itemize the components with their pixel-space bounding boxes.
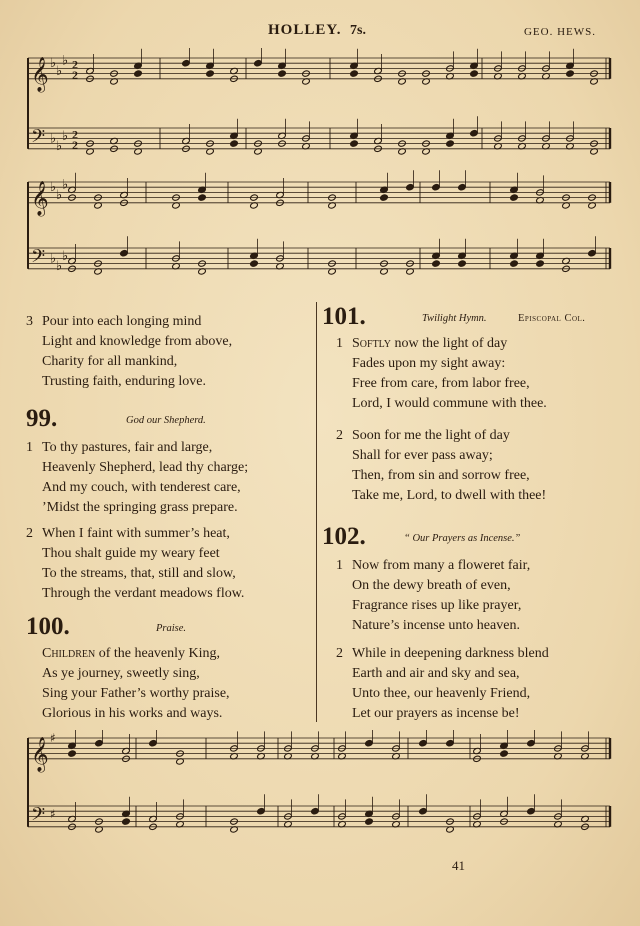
flat-icon: ♭ xyxy=(62,248,69,264)
hymn-102 xyxy=(322,523,622,721)
page-number: 41 xyxy=(452,858,465,873)
note-head xyxy=(206,70,215,77)
lyric-line: Sing your Father’s worthy praise, xyxy=(42,686,230,701)
time-signature: 2 xyxy=(72,67,78,82)
hymn-number: 101. xyxy=(322,303,366,330)
music-staff-system xyxy=(0,170,640,290)
note-head xyxy=(278,70,287,77)
lyric-line: Pour into each longing mind xyxy=(42,314,202,329)
hymn-subtitle: God our Shepherd. xyxy=(126,415,206,426)
music-system-2 xyxy=(0,170,640,290)
note-head xyxy=(432,260,441,267)
note-head xyxy=(134,70,143,77)
note-head xyxy=(230,140,239,147)
lyric-line: Fragrance rises up like prayer, xyxy=(352,598,522,613)
note-head xyxy=(365,818,374,825)
lyric-line: ’Midst the springing grass prepare. xyxy=(42,500,238,515)
lyric-first-word: Softly xyxy=(352,336,392,351)
verse-number: 1 xyxy=(336,336,343,351)
flat-icon: ♭ xyxy=(50,131,57,147)
note-head xyxy=(446,140,455,147)
note-head xyxy=(182,60,191,67)
lyric-line: Free from care, from labor free, xyxy=(352,376,530,391)
lyric-line: And my couch, with tenderest care, xyxy=(42,480,241,495)
lyric-line: Now from many a floweret fair, xyxy=(352,558,531,573)
note-head xyxy=(566,70,575,77)
note-head xyxy=(250,260,259,267)
bass-clef-icon: 𝄢 xyxy=(31,246,46,272)
lyric-line: Earth and air and sky and sea, xyxy=(352,666,520,681)
note-head xyxy=(365,740,374,747)
lyric-first-word: Children xyxy=(42,646,96,661)
note-head xyxy=(419,740,428,747)
verse-number: 1 xyxy=(336,558,343,573)
hymn-subtitle: “ Our Prayers as Incense.” xyxy=(404,533,521,544)
note-head xyxy=(470,70,479,77)
lyric-line: Let our prayers as incense be! xyxy=(352,706,520,721)
verse-number: 2 xyxy=(336,646,343,661)
hymn-subtitle: Praise. xyxy=(156,623,187,634)
time-signature: 2 xyxy=(72,137,78,152)
meter: 7s. xyxy=(350,23,366,38)
sharp-icon: ♯ xyxy=(50,806,56,821)
verse-number: 3 xyxy=(26,314,33,329)
tune-name: HOLLEY. xyxy=(268,22,342,38)
lyric-line: Soon for me the light of day xyxy=(352,428,510,443)
bass-clef-icon: 𝄢 xyxy=(31,126,46,152)
note-head xyxy=(350,140,359,147)
flat-icon: ♭ xyxy=(56,188,63,203)
note-head xyxy=(510,260,519,267)
hymn-number: 102. xyxy=(322,523,366,550)
lyric-line: Thou shalt guide my weary feet xyxy=(42,546,220,561)
lyric-line: Heavenly Shepherd, lead thy charge; xyxy=(42,460,249,475)
music-staff-system xyxy=(0,730,640,850)
lyric-line: Fades upon my sight away: xyxy=(352,356,506,371)
lyric-line: Through the verdant meadows flow. xyxy=(42,586,245,601)
note-head xyxy=(149,740,158,747)
tune-header xyxy=(0,22,640,42)
lyric-line: To thy pastures, fair and large, xyxy=(42,440,213,455)
lyric-line: now the light of day xyxy=(391,336,508,351)
note-head xyxy=(68,750,77,757)
lyric-line: of the heavenly King, xyxy=(98,646,221,661)
verse-number: 2 xyxy=(26,526,33,541)
note-head xyxy=(254,60,263,67)
lyric-line: Charity for all mankind, xyxy=(42,354,178,369)
lyric-line: Take me, Lord, to dwell with thee! xyxy=(352,488,547,503)
flat-icon: ♭ xyxy=(62,128,69,144)
lyric-line: Lord, I would commune with thee. xyxy=(352,396,547,411)
lyric-line: While in deepening darkness blend xyxy=(352,646,549,661)
composer: GEO. HEWS. xyxy=(523,26,596,38)
time-signature: 2 xyxy=(72,127,78,142)
treble-clef-icon: 𝄞 xyxy=(31,180,49,216)
note-head xyxy=(458,184,467,191)
lyric-line: Light and knowledge from above, xyxy=(42,334,233,349)
time-signature: 2 xyxy=(72,57,78,72)
flat-icon: ♭ xyxy=(62,177,69,193)
music-system-3 xyxy=(0,730,640,850)
flat-icon: ♭ xyxy=(50,180,57,196)
note-head xyxy=(527,740,536,747)
sharp-icon: ♯ xyxy=(50,731,56,745)
note-head xyxy=(350,70,359,77)
note-head xyxy=(406,184,415,191)
flat-icon: ♭ xyxy=(56,259,63,275)
note-head xyxy=(198,194,207,201)
bass-clef-icon: 𝄢 xyxy=(31,804,46,830)
left-column xyxy=(26,312,311,721)
lyric-line: Trusting faith, enduring love. xyxy=(42,374,206,389)
note-head xyxy=(432,184,441,191)
lyric-line: Glorious in his works and ways. xyxy=(42,706,223,721)
note-head xyxy=(527,808,536,815)
music-system-1 xyxy=(0,48,640,168)
note-head xyxy=(446,740,455,747)
flat-icon: ♭ xyxy=(50,56,57,72)
column-divider xyxy=(316,302,317,722)
hymn-attribution: Episcopal Col. xyxy=(518,313,586,324)
lyric-line: To the streams, that, still and slow, xyxy=(42,566,236,581)
note-head xyxy=(419,808,428,815)
flat-icon: ♭ xyxy=(56,139,63,155)
hymn-subtitle: Twilight Hymn. xyxy=(422,313,487,324)
flat-icon: ♭ xyxy=(62,53,69,69)
treble-clef-icon: 𝄞 xyxy=(31,56,49,92)
note-head xyxy=(510,194,519,201)
note-head xyxy=(95,740,104,747)
flat-icon: ♭ xyxy=(56,64,63,79)
note-head xyxy=(536,260,545,267)
lyric-line: Unto thee, our heavenly Friend, xyxy=(352,686,531,701)
hymn-100 xyxy=(26,613,311,721)
hymn-number: 99. xyxy=(26,405,58,432)
verse-number: 1 xyxy=(26,440,33,455)
note-head xyxy=(458,260,467,267)
hymn-number: 100. xyxy=(26,613,70,640)
note-head xyxy=(257,808,266,815)
flat-icon: ♭ xyxy=(50,251,57,267)
treble-clef-icon: 𝄞 xyxy=(31,736,49,772)
note-head xyxy=(380,194,389,201)
hymn-99 xyxy=(26,405,311,601)
lyric-line: When I faint with summer’s heat, xyxy=(42,526,230,541)
lyric-line: As ye journey, sweetly sing, xyxy=(42,666,200,681)
hymn-99-verse-3 xyxy=(26,312,311,392)
note-head xyxy=(120,250,129,257)
lyric-line: On the dewy breath of even, xyxy=(352,578,511,593)
note-head xyxy=(311,808,320,815)
note-head xyxy=(588,250,597,257)
verse-number: 2 xyxy=(336,428,343,443)
note-head xyxy=(470,130,479,137)
lyric-line: Shall for ever pass away; xyxy=(352,448,493,463)
lyric-line: Then, from sin and sorrow free, xyxy=(352,468,530,483)
note-head xyxy=(500,750,509,757)
lyric-line: Nature’s incense unto heaven. xyxy=(352,618,520,633)
music-staff-system xyxy=(0,48,640,168)
hymn-101 xyxy=(322,303,622,503)
note-head xyxy=(122,818,131,825)
